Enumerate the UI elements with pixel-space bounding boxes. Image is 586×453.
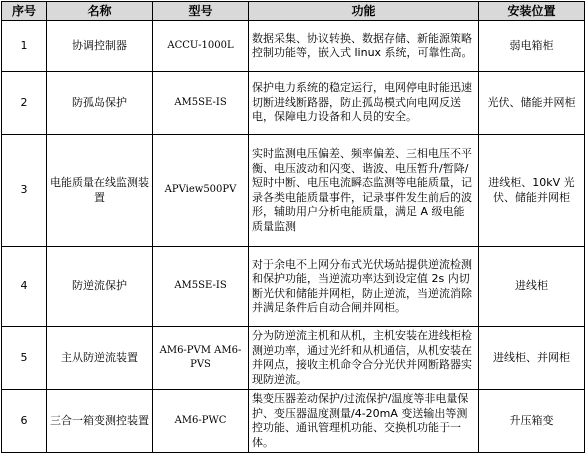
cell-function: 集变压器差动保护/过流保护/温度等非电量保护、变压器温度测量/4-20mA 变送输出等测控功能、通讯管理机功能、交换机功能于一体。 — [249, 390, 479, 453]
cell-name: 防孤岛保护 — [47, 72, 153, 135]
cell-name: 主从防逆流装置 — [47, 327, 153, 390]
table-row — [2, 21, 585, 72]
cell-location: 进线柜 — [479, 247, 585, 327]
cell-name: 三合一箱变测控装置 — [47, 390, 153, 453]
cell-function: 保护电力系统的稳定运行，电网停电时能迅速切断进线断路器，防止孤岛模式向电网反送电，保障电力设备和人员的安全。 — [249, 72, 479, 135]
header-no: 序号 — [2, 2, 47, 21]
header-function: 功能 — [249, 2, 479, 21]
cell-location: 光伏、储能并网柜 — [479, 72, 585, 135]
table-row — [2, 135, 585, 247]
cell-model: ACCU-1000L — [153, 21, 249, 72]
cell-no: 1 — [2, 21, 47, 72]
cell-name: 协调控制器 — [47, 21, 153, 72]
cell-model: AM5SE-IS — [153, 247, 249, 327]
cell-no: 6 — [2, 390, 47, 453]
cell-function: 数据采集、协议转换、数据存储、新能源策略控制功能等，嵌入式 linux 系统，可靠性高。 — [249, 21, 479, 72]
cell-model: APView500PV — [153, 135, 249, 247]
cell-function: 实时监测电压偏差、频率偏差、三相电压不平衡、电压波动和闪变、谐波、电压暂升/暂降/短时中断、电压电流瞬态监测等电能质量，记录各类电能质量事件，记录事件发生前后的波形，辅助用户分析电能质量，满足 A 级电能质量监测 — [249, 135, 479, 247]
cell-name: 电能质量在线监测装置 — [47, 135, 153, 247]
cell-location: 进线柜、10kV 光伏、储能并网柜 — [479, 135, 585, 247]
table-header-row — [2, 2, 585, 21]
cell-location: 升压箱变 — [479, 390, 585, 453]
cell-location: 弱电箱柜 — [479, 21, 585, 72]
cell-no: 5 — [2, 327, 47, 390]
header-location: 安装位置 — [479, 2, 585, 21]
table-row — [2, 390, 585, 453]
table-row — [2, 72, 585, 135]
cell-model: AM5SE-IS — [153, 72, 249, 135]
cell-function: 分为防逆流主机和从机，主机安装在进线柜检测逆功率，通过光纤和从机通信，从机安装在并网点，接收主机命令合分光伏并网断路器实现防逆流。 — [249, 327, 479, 390]
cell-model: AM6-PWC — [153, 390, 249, 453]
header-model: 型号 — [153, 2, 249, 21]
header-name: 名称 — [47, 2, 153, 21]
cell-no: 3 — [2, 135, 47, 247]
cell-no: 2 — [2, 72, 47, 135]
cell-location: 进线柜、并网柜 — [479, 327, 585, 390]
cell-function: 对于余电不上网分布式光伏场站提供逆流检测和保护功能，当逆流功率达到设定值 2s 内切断光伏和储能并网柜，防止逆流，当逆流消除并满足条件后自动合闸并网柜。 — [249, 247, 479, 327]
cell-name: 防逆流保护 — [47, 247, 153, 327]
table-row — [2, 327, 585, 390]
device-table — [1, 1, 585, 453]
cell-no: 4 — [2, 247, 47, 327]
table-row — [2, 247, 585, 327]
cell-model: AM6-PVM AM6-PVS — [153, 327, 249, 390]
